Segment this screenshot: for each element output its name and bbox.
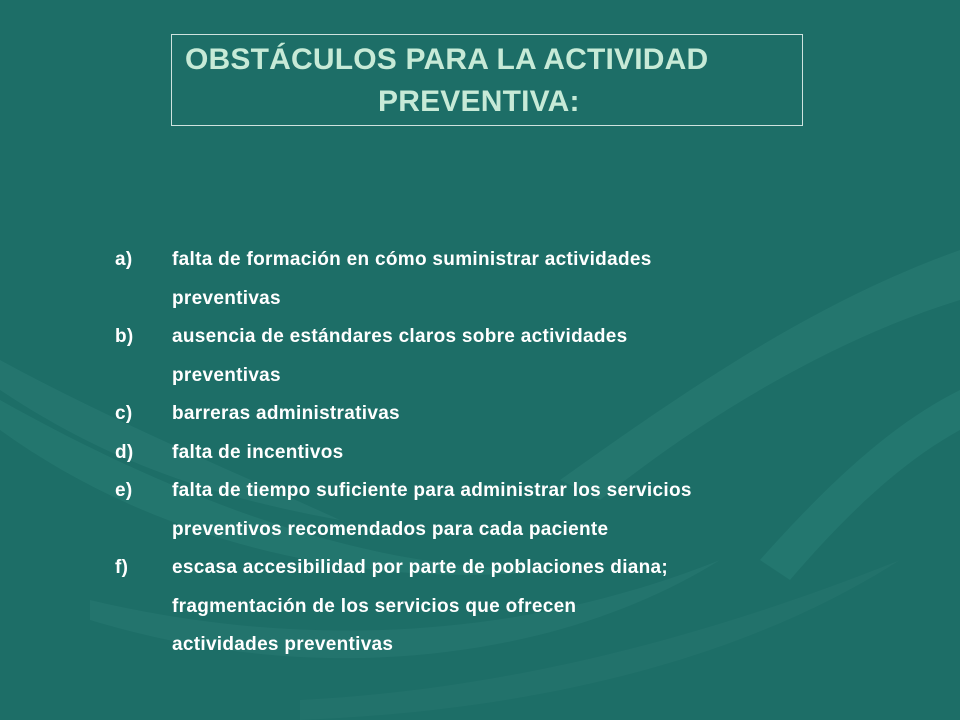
list-item-marker: e) xyxy=(115,480,133,501)
list-item-marker: a) xyxy=(115,249,133,270)
slide-title-line-1: OBSTÁCULOS PARA LA ACTIVIDAD xyxy=(185,43,709,76)
list-item xyxy=(115,318,855,395)
obstacles-list xyxy=(115,241,855,665)
list-item-text: escasa accesibilidad por parte de poblaciones diana; xyxy=(172,557,669,578)
list-item-marker: d) xyxy=(115,441,134,463)
list-item-text: falta de formación en cómo suministrar actividades xyxy=(172,249,652,270)
list-item xyxy=(115,434,855,473)
list-item xyxy=(115,395,855,434)
list-item-text: ausencia de estándares claros sobre actividades xyxy=(172,326,628,347)
title-box xyxy=(171,34,803,126)
list-item xyxy=(115,549,855,665)
list-item xyxy=(115,472,855,549)
list-item-marker: b) xyxy=(115,326,134,347)
slide-title-line-2: PREVENTIVA: xyxy=(378,85,580,118)
list-item-text: preventivas xyxy=(172,364,281,386)
list-item-text: preventivas xyxy=(172,287,281,309)
list-item-text: fragmentación de los servicios que ofrecen xyxy=(172,595,577,617)
list-item-marker: c) xyxy=(115,403,133,424)
list-item-text: falta de tiempo suficiente para administrar los servicios xyxy=(172,480,692,501)
list-item-text: preventivos recomendados para cada paciente xyxy=(172,518,609,540)
list-item-marker: f) xyxy=(115,557,129,578)
list-item-text: actividades preventivas xyxy=(172,634,394,655)
list-item-text: barreras administrativas xyxy=(172,403,400,424)
list-item xyxy=(115,241,855,318)
list-item-text: falta de incentivos xyxy=(172,441,344,463)
